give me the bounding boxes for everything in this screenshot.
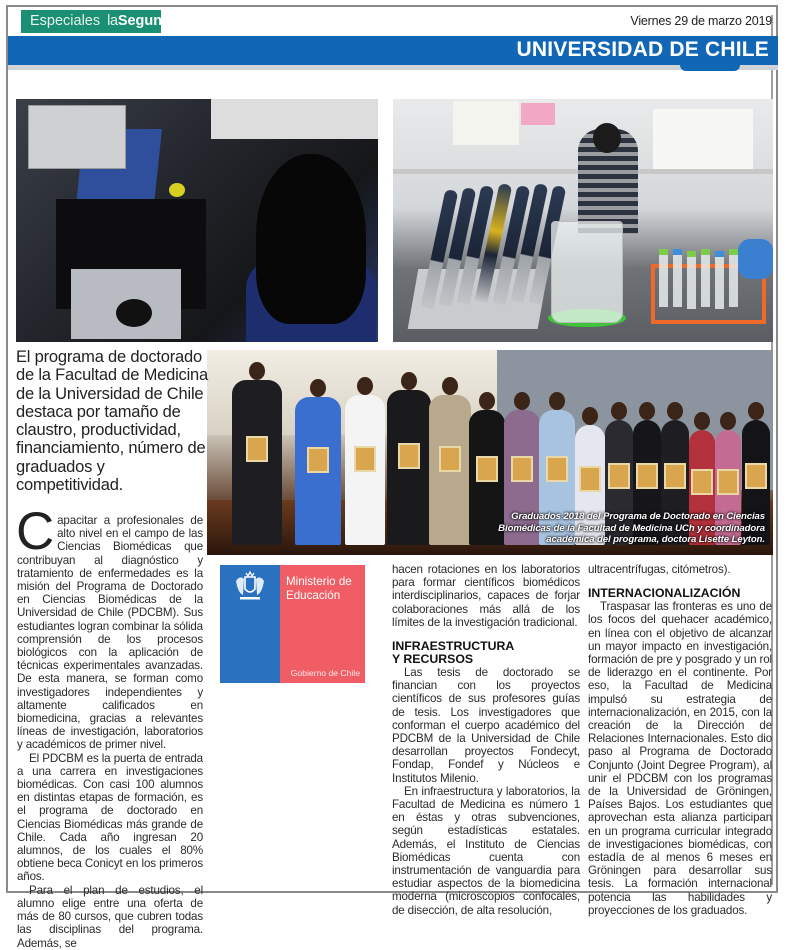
photo-graduates	[207, 350, 773, 555]
article-column-2	[392, 563, 580, 917]
photo-person	[345, 395, 385, 545]
drop-cap: C	[16, 502, 55, 561]
photo-element	[521, 103, 555, 125]
photo-element	[715, 251, 724, 309]
subhead-internacionalizacion: INTERNACIONALIZACIÓN	[588, 586, 741, 601]
brand-segunda: Segunda	[117, 13, 180, 29]
section-tab	[680, 65, 740, 71]
brand-la: la	[107, 13, 118, 29]
subhead-line: Y RECURSOS	[392, 652, 474, 667]
article-paragraph: Las tesis de doctorado se financian con los proyectos científicos de sus profesores guías de tesis. Los investigadores que conforman el cuerpo académico del PDCBM de la Universidad de Chile desarrollan proyectos Fondecyt, Fondap, Fondef y Núcleos e Institutos Milenio.	[392, 666, 580, 785]
issue-date: Viernes 29 de marzo 2019	[630, 14, 772, 28]
photo-person	[232, 380, 282, 545]
photo-caption: Graduados 2018 del Programa de Doctorado en Ciencias Biomédicas de la Facultad de Medicina UCh y coordinadora académica del programa, doctora Lisette Leyton.	[498, 511, 765, 546]
photo-element	[28, 105, 126, 169]
subhead-line: INFRAESTRUCTURA	[392, 639, 515, 654]
coat-of-arms-icon	[232, 571, 268, 603]
article-paragraph: hacen rotaciones en los laboratorios para formar científicos biomédicos interdisciplinarios, capaces de forjar colaboraciones más allá de los límites de la investigación tradicional.	[392, 563, 580, 629]
photo-element	[116, 299, 152, 327]
article-column-1	[16, 502, 203, 950]
photo-person	[387, 390, 431, 545]
ministry-name: Ministerio de Educación	[286, 575, 352, 602]
photo-element	[211, 99, 378, 139]
paragraph-text: apacitar a profesionales de alto nivel en el campo de las Ciencias Biomédicas que contribuyan al diagnóstico y tratamiento de enfermedades es la misión del Programa de Doctorado en Ciencias Biomédicas de la Universidad de Chile (PDCBM). Sus estudiantes logran combinar la sólida comprensión de los procesos biológicos con la aplicación de técnicas experimentales avanzadas. De esta manera, se forman como investigadores independientes y altamente calificados en biomedicina, gracias a relevantes líneas de investigación, laboratorios y académicos de primer nivel.	[17, 514, 203, 752]
article-paragraph: En infraestructura y laboratorios, la Facultad de Medicina es número 1 en éstas y otras subvenciones, según estadísticas estatales. Además, el Instituto de Ciencias Biomédicas cuenta con instrumentación de vanguardia para estudiar aspectos de la biomedicina moderna (microscopios confocales, de disección, de alta resolución,	[392, 784, 580, 917]
article-paragraph: Para el plan de estudios, el alumno elige entre una oferta de más de 80 cursos, que cubren todas las disciplinas del programa. Además, se	[17, 883, 203, 950]
photo-pipettes	[393, 99, 773, 342]
article-paragraph: Traspasar las fronteras es uno de los focos del quehacer académico, en línea con el objetivo de alcanzar un mayor impacto en investigación, formación de pre y posgrado y un rol de liderazgo en el continente. Por eso, la Facultad de Medicina impulsó su estrategia de internacionalización, en 2015, con la creación de la Dirección de Relaciones Internacionales. Esto dio paso al Programa de Doctorado Conjunto (Joint Degree Program), al unir el PDCBM con los programas de la Universidad de Gröningen, Países Bajos. Los estudiantes que aprovechan esta alianza participan en un programa curricular integrado de investigaciones biomédicas, con estadía de al menos 6 meses en Gröningen para desarrollar sus tesis. La formación internacional potencia las habilidades y proyecciones de los graduados.	[588, 600, 772, 917]
government-name: Gobierno de Chile	[290, 668, 360, 678]
photo-person	[295, 397, 341, 545]
photo-element	[701, 249, 710, 307]
photo-element	[729, 249, 738, 307]
photo-element	[453, 101, 519, 145]
photo-element	[687, 251, 696, 309]
photo-element	[653, 109, 753, 169]
ministerio-educacion-ad	[220, 565, 365, 683]
photo-element	[169, 183, 185, 197]
lead-paragraph: El programa de doctorado de la Facultad de Medicina de la Universidad de Chile destaca por tamaño de claustro, productividad, financiamiento, número de graduados y competitividad.	[16, 348, 209, 495]
subhead-infraestructura	[392, 640, 580, 666]
section-title: UNIVERSIDAD DE CHILE	[516, 38, 769, 61]
photo-element	[551, 221, 623, 323]
article-column-3	[588, 563, 772, 917]
photo-element	[256, 154, 366, 324]
brand-logo	[21, 10, 180, 33]
photo-element	[659, 249, 668, 307]
photo-element	[738, 239, 773, 279]
article-paragraph: ultracentrífugas, citómetros).	[588, 563, 731, 576]
photo-element	[593, 123, 621, 153]
section-bar-shadow	[8, 65, 778, 70]
article-paragraph: El PDCBM es la puerta de entrada a una carrera en investigaciones biomédicas. Con casi 100 alumnos en distintas etapas de formación, es el programa de doctorado en Ciencias Biomédicas más grande de Chile. Cada año ingresan 20 alumnos, de los cuales el 80% obtiene beca Conicyt en los primeros años.	[17, 751, 203, 884]
brand-especiales: Especiales	[30, 13, 101, 29]
photo-microscope	[16, 99, 378, 342]
article-paragraph	[16, 502, 203, 752]
photo-element	[673, 249, 682, 307]
